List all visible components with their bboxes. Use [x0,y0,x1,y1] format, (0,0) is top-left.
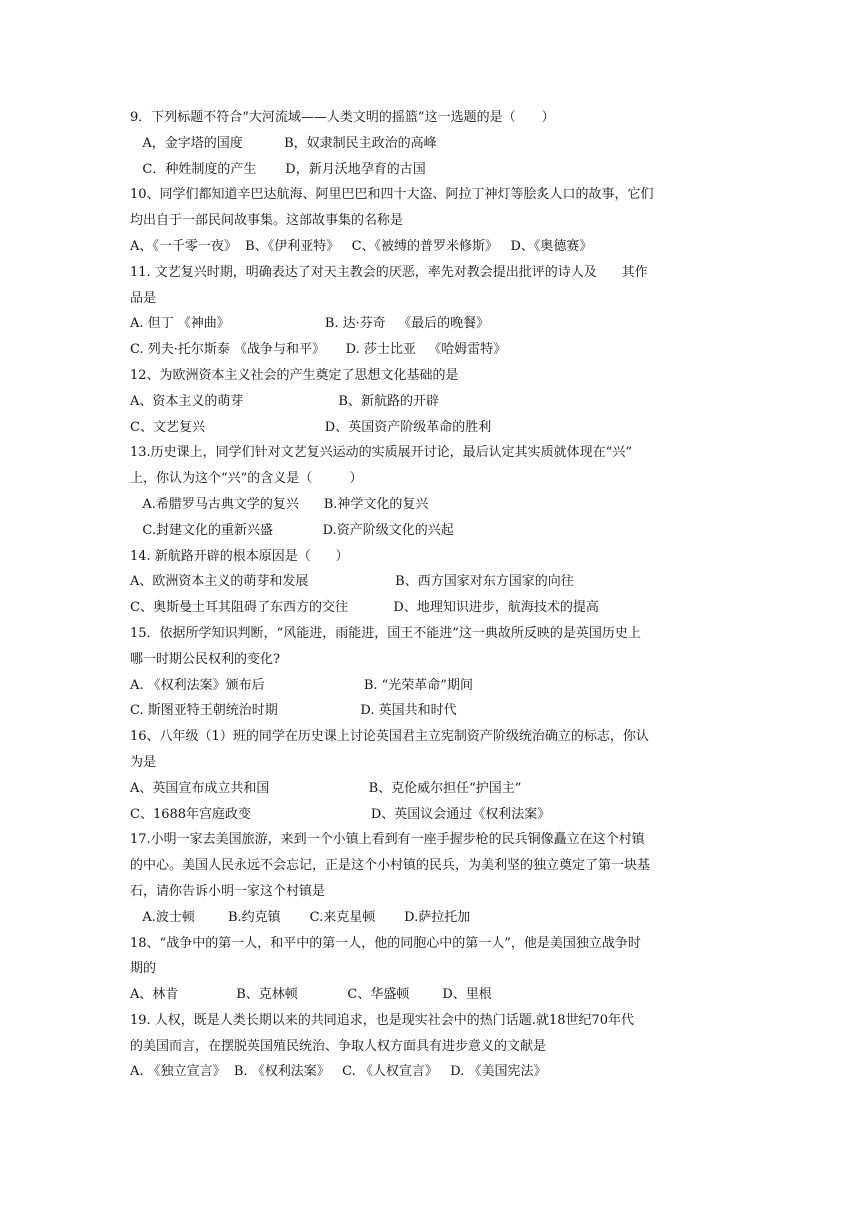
options-line: C、奥斯曼土耳其阻碍了东西方的交往 D、地理知识进步，航海技术的提高 [130,600,599,616]
question-18 [130,931,740,1008]
question-text: 哪一时期公民权利的变化? [130,651,280,667]
question-text: 11. 文艺复兴时期，明确表达了对天主教会的厌恶，率先对教会提出批评的诗人及 其作 [130,264,648,280]
question-16 [130,724,740,827]
options-line: A. 《独立宣言》 B. 《权利法案》 C. 《人权宣言》 D. 《美国宪法》 [130,1064,547,1080]
options-line: C. 斯图亚特王朝统治时期 D. 英国共和时代 [130,703,457,719]
options-line: C.封建文化的重新兴盛 D.资产阶级文化的兴起 [130,522,454,538]
question-text: 9．下列标题不符合“大河流域——人类文明的摇篮”这一选题的是（ ） [130,110,555,125]
options-line: A、英国宣布成立共和国 B、克伦威尔担任“护国主” [130,780,522,796]
question-text: 17.小明一家去美国旅游，来到一个小镇上看到有一座手握步枪的民兵铜像矗立在这个村镇 [130,832,645,848]
question-text: 上，你认为这个“兴”的含义是（ ） [130,471,363,487]
question-17 [130,827,740,930]
question-text: 石，请你告诉小明一家这个村镇是 [130,883,326,899]
question-text: 均出自于一部民间故事集。这部故事集的名称是 [130,213,404,229]
question-19 [130,1008,740,1085]
question-text: 18、“战争中的第一人，和平中的第一人，他的同胞心中的第一人”，他是美国独立战争时 [130,935,641,951]
question-11 [130,260,740,363]
options-line: A、林肯 B、克林顿 C、华盛顿 D、里根 [130,987,492,1003]
options-line: A、资本主义的萌芽 B、新航路的开辟 [130,393,439,409]
question-text: 的中心。美国人民永远不会忘记，正是这个小村镇的民兵，为美利坚的独立奠定了第一块基 [130,858,651,874]
options-line: A、欧洲资本主义的萌芽和发展 B、西方国家对东方国家的向往 [130,574,574,590]
options-line: C、文艺复兴 D、英国资产阶级革命的胜利 [130,419,492,435]
question-text: 的美国而言，在摆脱英国殖民统治、争取人权方面具有进步意义的文献是 [130,1038,547,1054]
options-line: A，金字塔的国度 B，奴隶制民主政治的高峰 [130,135,437,151]
options-line: C．种姓制度的产生 D，新月沃地孕育的古国 [130,161,426,177]
question-text: 12、为欧洲资本主义社会的产生奠定了思想文化基础的是 [130,367,459,383]
question-9 [130,105,740,182]
question-text: 品是 [130,290,157,306]
options-line: A.波士顿 B.约克镇 C.来克星顿 D.萨拉托加 [130,909,471,925]
question-15 [130,621,740,724]
question-text: 期的 [130,961,157,977]
question-text: 19. 人权，既是人类长期以来的共同追求，也是现实社会中的热门话题.就18世纪70年代 [130,1012,635,1028]
options-line: A. 《权利法案》颁布后 B. “光荣革命”期间 [130,677,473,693]
question-13 [130,440,740,543]
options-line: A.希腊罗马古典文学的复兴 B.神学文化的复兴 [130,496,429,512]
question-text: 15．依据所学知识判断，“风能进，雨能进，国王不能进”这一典故所反映的是英国历史上 [130,625,641,641]
question-12 [130,363,740,440]
question-text: 为是 [130,754,157,770]
question-text: 10、同学们都知道辛巴达航海、阿里巴巴和四十大盗、阿拉丁神灯等脍炙人口的故事，它们 [130,187,654,203]
options-line: A、《一千零一夜》 B、《伊利亚特》 C、《被缚的普罗米修斯》 D、《奥德赛》 [130,238,593,254]
question-10 [130,182,740,259]
options-line: C. 列夫·托尔斯泰 《战争与和平》 D. 莎士比亚 《哈姆雷特》 [130,342,507,358]
question-text: 14. 新航路开辟的根本原因是（ ） [130,548,349,564]
question-text: 13.历史课上，同学们针对文艺复兴运动的实质展开讨论，最后认定其实质就体现在“兴” [130,445,632,461]
exam-page [130,105,740,1085]
options-line: A. 但丁 《神曲》 B. 达·芬奇 《最后的晚餐》 [130,316,490,332]
question-14 [130,544,740,621]
question-text: 16、八年级（1）班的同学在历史课上讨论英国君主立宪制资产阶级统治确立的标志，你认 [130,729,649,745]
options-line: C、1688年宫庭政变 D、英国议会通过《权利法案》 [130,806,551,822]
